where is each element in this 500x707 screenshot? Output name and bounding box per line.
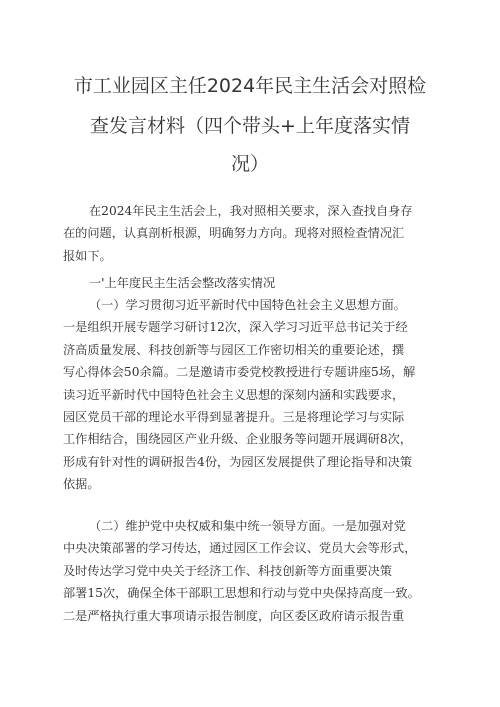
section-2-line: （二）维护党中央权威和集中统一领导方面。一是加强对党 [89, 519, 406, 533]
document-title-line-2: 查发言材料（四个带头+上年度落实情 [90, 115, 410, 137]
section-1-line: 读习近平新时代中国特色社会主义思想的深刻内涵和实践要求， [63, 387, 405, 402]
section-1-paragraph [63, 294, 441, 496]
document-title-line-1: 市工业园区主任2024年民主生活会对照检 [73, 75, 427, 97]
intro-line: 报如下。 [63, 248, 112, 263]
section-2-line: 及时传达学习党中央关于经济工作、科技创新等方面重要决策 [63, 563, 393, 578]
section-1-line: 一是组织开展专题学习研讨12次，深入学习习近平总书记关于经 [63, 320, 408, 335]
section-heading-1: 一'上年度民主生活会整改落实情况 [89, 276, 276, 290]
intro-line: 在的问题，认真剖析根源，明确努力方向。现将对照检查情况汇 [63, 226, 405, 241]
section-1-line: 园区党员干部的理论水平得到显著提升。三是将理论学习与实际 [63, 409, 405, 424]
section-2-paragraph [63, 515, 441, 627]
intro-line: 在2024年民主生活会上，我对照相关要求，深入查找自身存 [89, 204, 413, 218]
section-1-line: 济高质量发展、科技创新等与园区工作密切相关的重要论述，撰 [63, 342, 405, 357]
section-2-line: 部署15次，确保全体干部职工思想和行动与党中央保持高度一致。 [63, 586, 420, 601]
section-1-line: 工作相结合，围绕园区产业升级、企业服务等问题开展调研8次， [63, 432, 413, 447]
section-1-line: 形成有针对性的调研报告4份，为园区发展提供了理论指导和决策 [63, 454, 413, 469]
document-title-line-3: 况） [230, 153, 269, 175]
section-1-line: （一）学习贯彻习近平新时代中国特色社会主义思想方面。 [89, 298, 406, 312]
section-1-line: 写心得体会50余篇。二是邀请市委党校教授进行专题讲座5场，解 [63, 365, 416, 380]
section-2-line: 二是严格执行重大事项请示报告制度，向区委区政府请示报告重 [63, 608, 405, 623]
section-1-line: 依据。 [63, 477, 100, 492]
intro-paragraph [63, 200, 441, 267]
section-2-line: 中央决策部署的学习传达，通过园区工作会议、党员大会等形式， [63, 541, 417, 556]
